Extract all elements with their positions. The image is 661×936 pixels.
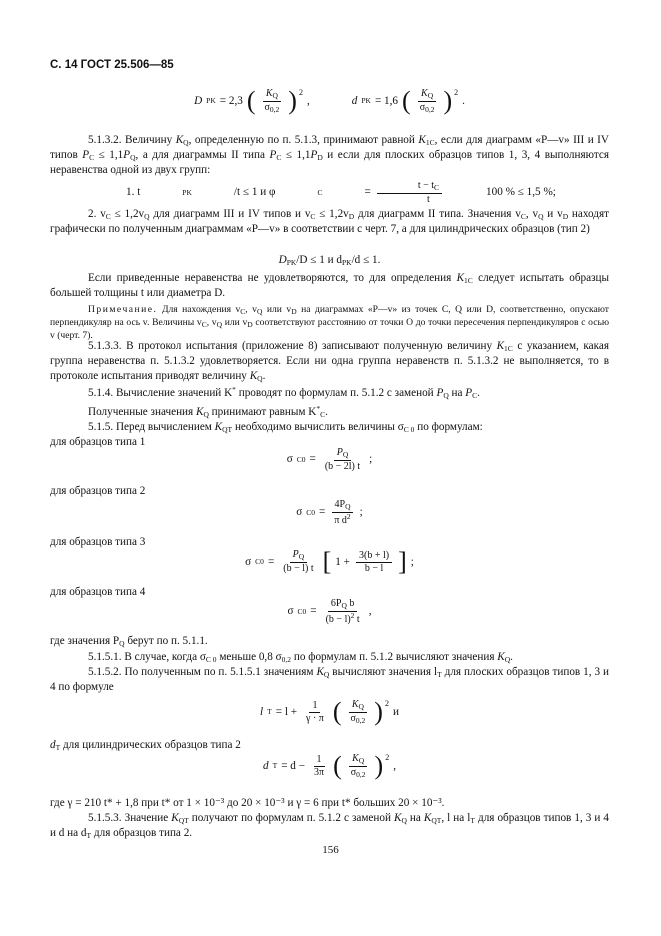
label-type-4: для образцов типа 4	[50, 586, 146, 598]
paragraph-5-1-5-2: 5.1.5.2. По полученным по п. 5.1.5.1 значениям $K_Q$ вычисляют значения $l_T$ для плоских образцов типов 1, 3 и 4 по формуле	[50, 666, 609, 693]
formula-lT: l T = l + $\frac{1}{\gamma \cdot \pi}$ ( $\frac{K_Q}{\sigma_{0,2}}$ ) 2 и	[260, 697, 399, 727]
paragraph-5-1-4: 5.1.4. Вычисление значений K* проводят по формулам п. 5.1.2 с заменой $P_Q$ на $P_C$.	[88, 385, 480, 400]
formula-dpk: D PK = 2,3 ( $\frac{K_Q}{\sigma_{0,2}}$ ) 2 , d PK = 1,6 ( $\frac{K_Q}{\sigma_{0,2}}$ ) 2 .	[194, 86, 465, 116]
paragraph-gamma: где γ = 210 t* + 1,8 при t* от 1 × 10⁻³ до 20 × 10⁻³ и γ = 6 при t* больших 20 × 10⁻³.	[50, 797, 445, 809]
formula-dT: d T = d − $\frac{1}{3\pi}$ ( $\frac{K_Q}{\sigma_{0,2}}$ ) 2 ,	[263, 751, 396, 781]
formula-type-1: σ C0 = $\frac{P_Q}{(b - 2l) t}$ ;	[286, 447, 373, 472]
paragraph-dT-label: $d_T$ для цилиндрических образцов типа 2	[50, 739, 241, 752]
paragraph-if-not-satisfied: Если приведенные неравенства не удовлетворяются, то для определения $K_{1C}$ следует испытать образцы большей толщины t или диаметра D.	[50, 272, 609, 299]
condition-group-2: 2. $v_C \le 1,2v_Q$ для диаграмм III и IV типов и $v_C \le 1,2v_D$ для диаграмм II типа. Значения $v_C$, $v_Q$ и $v_D$ находят графически по полученным диаграммам «P—v» в соответствии с черт. 7, а для цилиндрических образцов (тип 2)	[50, 208, 610, 235]
paragraph-5-1-3-3: 5.1.3.3. В протокол испытания (приложение 8) записывают полученную величину $K_{1C}$ с указанием, какая группа неравенства п. 5.1.3.2 удовлетворяется. Если ни одна группа неравенств п. 5.1.3.2 не выполняется, то в протоколе испытания приводят величину $K_Q$.	[50, 340, 609, 383]
note-paragraph: Примечание. Для нахождения $v_C$, $v_Q$ или $v_D$ на диаграммах «P—v» из точек C, Q или D, соответственно, опускают перпендикуляр на ось v. Величины $v_C$, $v_Q$ или $v_D$ соответствуют расстоянию от точки O до точки пересечения перпендикуляров с осью v (черт. 7).	[50, 304, 610, 341]
paragraph-5-1-5-3: 5.1.5.3. Значение $K_{QT}$ получают по формулам п. 5.1.2 с заменой $K_Q$ на $K_{QT}$, l на $l_T$ для образцов типов 1, 3 и 4 и d на $d_T$ для образцов типа 2.	[50, 812, 609, 840]
label-type-2: для образцов типа 2	[50, 485, 146, 497]
paragraph-where-pq: где значения $P_Q$ берут по п. 5.1.1.	[50, 635, 208, 648]
inequality-dpk: $D_{PK}/D \le 1$ и $d_{PK}/d \le 1$.	[278, 254, 381, 267]
paragraph-obtained-values: Полученные значения $K_Q$ принимают равным $K^*_C$.	[88, 404, 328, 419]
label-type-3: для образцов типа 3	[50, 536, 146, 548]
formula-type-3: σ C0 = $\frac{P_Q}{(b - l) t}$ [ 1 + $\frac{3(b + l)}{b - l}$ ] ;	[245, 547, 414, 576]
label-type-1: для образцов типа 1	[50, 436, 146, 448]
paragraph-5-1-5-1: 5.1.5.1. В случае, когда $\sigma_{C 0}$ меньше 0,8 $\sigma_{0,2}$ по формулам п. 5.1.2 вычисляют значения $K_Q$.	[88, 651, 513, 664]
paragraph-5-1-3-2: 5.1.3.2. Величину $K_Q$, определенную по п. 5.1.3, принимают равной $K_{1C}$, если для диаграмм «P—v» III и IV типов $P_C \le 1,1P_Q$, а для диаграммы II типа $P_C \le 1,1P_D$ и если для плоских образцов типов 1, 3, 4 выполняются неравенства одной из двух групп:	[50, 134, 609, 176]
formula-type-2: σ C0 = $\frac{4P_Q}{\pi d^2}$ ;	[296, 499, 363, 526]
page-number: 156	[322, 844, 339, 856]
page-header: С. 14 ГОСТ 25.506—85	[50, 59, 174, 71]
paragraph-5-1-5: 5.1.5. Перед вычислением $K_{QT}$ необходимо вычислить величины $\sigma_{C 0}$ по формулам:	[88, 421, 483, 434]
condition-group-1: 1. t PK /t ≤ 1 и φ C = $\frac{t - t_C}{t}$ 100 % ≤ 1,5 %;	[126, 180, 556, 205]
formula-type-4: σ C0 = $\frac{6P_Q b}{(b - l)^2 t}$ ,	[287, 598, 372, 625]
